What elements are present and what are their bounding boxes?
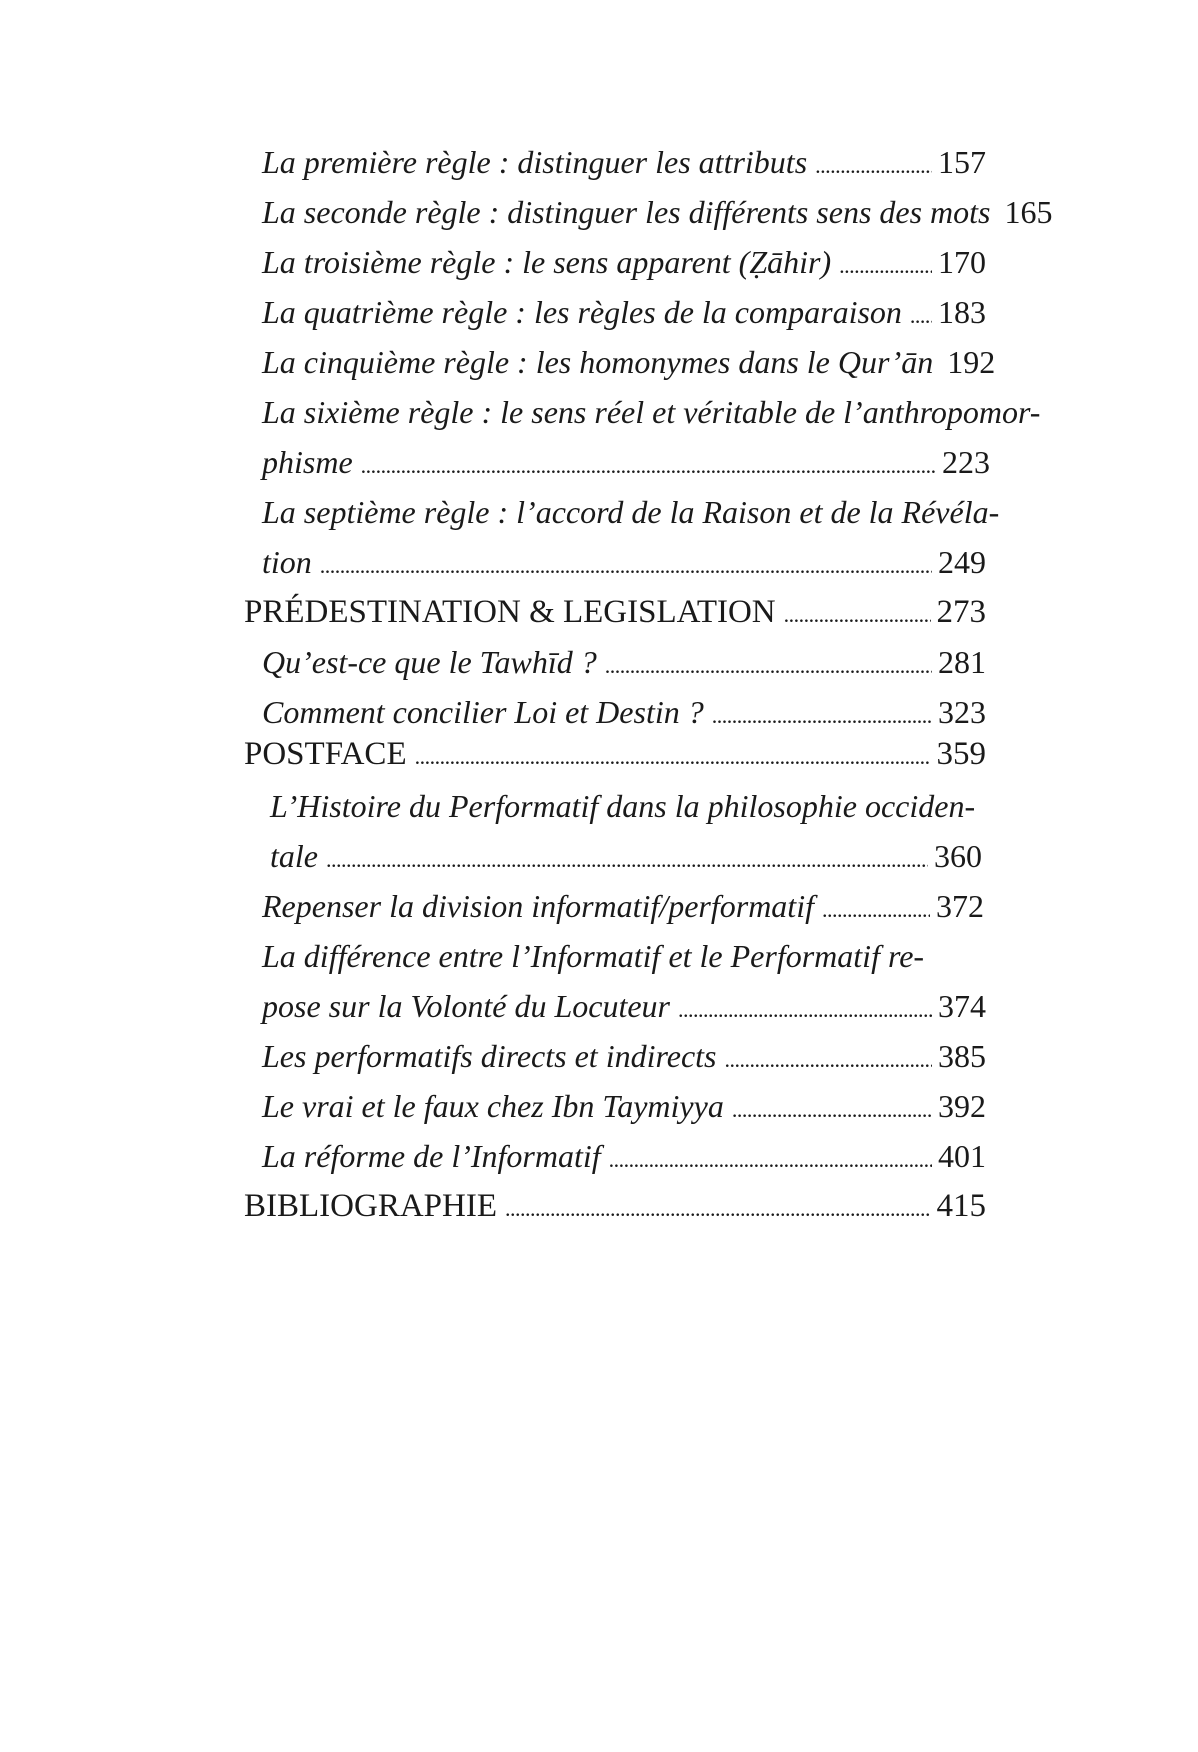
toc-section-title: POSTFACE [244, 736, 407, 772]
dot-leader [732, 1090, 932, 1130]
toc-section [244, 592, 986, 632]
toc-entry-page: 192 [947, 344, 996, 380]
toc-entry [270, 836, 982, 876]
toc-entry [262, 242, 986, 282]
toc-entry-page: 415 [936, 1188, 986, 1224]
toc-entry-title: Les performatifs directs et indirects [262, 1038, 717, 1074]
toc-entry-page: 401 [938, 1138, 986, 1174]
toc-entry-title: La cinquième règle : les homonymes dans le Qur’ān [262, 344, 934, 380]
dot-leader [415, 737, 931, 777]
toc-entry [262, 1036, 986, 1076]
toc-entry-title-line1: L’Histoire du Performatif dans la philosophie occiden- [270, 788, 976, 824]
dot-leader [361, 446, 936, 486]
toc-entry-page: 392 [938, 1088, 986, 1124]
toc-entry [262, 292, 986, 332]
toc-entry [262, 342, 996, 382]
toc-entry [262, 142, 986, 182]
toc-entry-title: tale [270, 838, 318, 874]
toc-entry-title: Le vrai et le faux chez Ibn Taymiyya [262, 1088, 724, 1124]
toc-entry [262, 886, 984, 926]
dot-leader [326, 840, 928, 880]
toc-entry [262, 642, 986, 682]
toc-entry-page: 374 [938, 988, 986, 1024]
toc-entry-title-line1: La sixième règle : le sens réel et véritable de l’anthropomor- [262, 394, 1041, 430]
toc-entry-page: 281 [938, 644, 986, 680]
toc-entry-page: 223 [942, 444, 990, 480]
toc-entry [262, 192, 1053, 232]
toc-section-title: BIBLIOGRAPHIE [244, 1188, 497, 1224]
toc-entry-page: 360 [934, 838, 982, 874]
dot-leader [822, 890, 930, 930]
toc-entry-title: La troisième règle : le sens apparent (Ẓāhir) [262, 244, 832, 280]
toc-entry-page: 165 [1004, 194, 1053, 230]
toc-entry [262, 692, 986, 732]
dot-leader [724, 1040, 932, 1080]
dot-leader [678, 990, 932, 1030]
toc-entry [262, 442, 990, 482]
dot-leader [605, 646, 932, 686]
toc-entry-title-line1: La différence entre l’Informatif et le Performatif re- [262, 938, 925, 974]
toc-entry-title: pose sur la Volonté du Locuteur [262, 988, 670, 1024]
dot-leader [712, 696, 932, 736]
toc-entry-page: 385 [938, 1038, 986, 1074]
toc-entry-title: La seconde règle : distinguer les différents sens des mots [262, 194, 991, 230]
toc-entry-title: La quatrième règle : les règles de la comparaison [262, 294, 902, 330]
toc-entry-page: 372 [936, 888, 984, 924]
toc-entry [262, 1086, 986, 1126]
dot-leader [839, 246, 932, 286]
toc-entry [262, 986, 986, 1026]
dot-leader [910, 296, 932, 336]
toc-entry-page: 323 [938, 694, 986, 730]
toc-entry-page: 183 [938, 294, 986, 330]
toc-section [244, 734, 986, 774]
toc-entry-title: La réforme de l’Informatif [262, 1138, 601, 1174]
toc-entry-title: phisme [262, 444, 353, 480]
toc-entry-title-line1: La septième règle : l’accord de la Raison et de la Révéla- [262, 494, 1000, 530]
toc-entry-page: 249 [938, 544, 986, 580]
toc-entry-title: tion [262, 544, 312, 580]
toc-entry [262, 542, 986, 582]
toc-entry-title: La première règle : distinguer les attributs [262, 144, 808, 180]
toc-section-title: PRÉDESTINATION & LEGISLATION [244, 594, 776, 630]
dot-leader [505, 1189, 931, 1229]
toc-entry-title: Qu’est-ce que le Tawhīd ? [262, 644, 597, 680]
toc-entry-page: 359 [936, 736, 986, 772]
toc-entry-page: 170 [938, 244, 986, 280]
dot-leader [609, 1140, 932, 1180]
toc-entry-page: 273 [936, 594, 986, 630]
dot-leader [815, 146, 932, 186]
dot-leader [320, 546, 932, 586]
toc-entry-page: 157 [938, 144, 986, 180]
toc-entry-title: Repenser la division informatif/performatif [262, 888, 814, 924]
toc-section [244, 1186, 986, 1226]
dot-leader [784, 595, 931, 635]
toc-entry [262, 1136, 986, 1176]
toc-entry-title: Comment concilier Loi et Destin ? [262, 694, 704, 730]
